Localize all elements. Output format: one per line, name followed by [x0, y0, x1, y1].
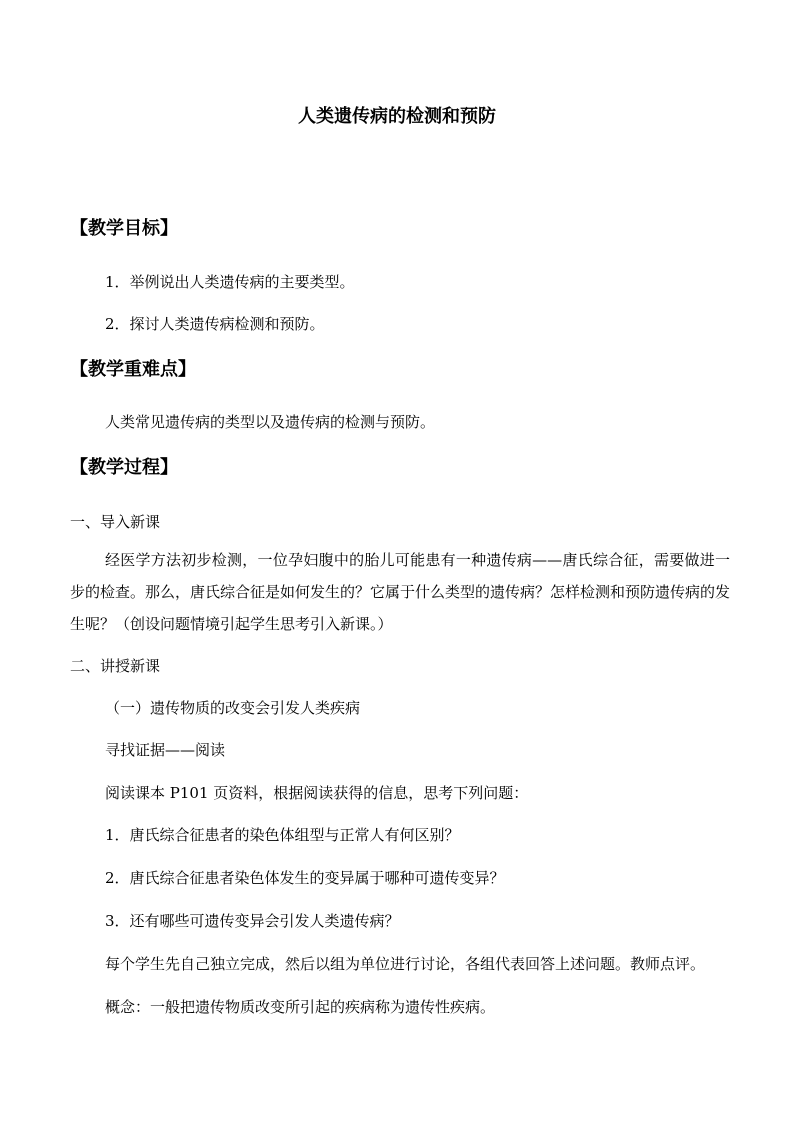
concept-definition: 概念：一般把遗传物质改变所引起的疾病称为遗传性疾病。 [105, 998, 496, 1016]
activity-label: 寻找证据——阅读 [105, 741, 226, 759]
discussion-text: 每个学生先自己独立完成，然后以组为单位进行讨论，各组代表回答上述问题。教师点评。 [105, 955, 706, 973]
intro-paragraph: 经医学方法初步检测，一位孕妇腹中的胎儿可能患有一种遗传病——唐氏综合征，需要做进一步的检查。那么，唐氏综合征是如何发生的？它属于什么类型的遗传病？怎样检测和预防遗传病的发生呢？（创设问题情境引起学生思考引入新课。） [70, 551, 731, 633]
subsection-heading: （一）遗传物质的改变会引发人类疾病 [105, 699, 361, 717]
question-3: 3．还有哪些可遗传变异会引发人类遗传病？ [105, 912, 400, 930]
document-title: 人类遗传病的检测和预防 [298, 106, 496, 127]
process-heading: 【教学过程】 [70, 457, 178, 478]
objectives-heading: 【教学目标】 [70, 218, 178, 239]
objective-item-2: 2．探讨人类遗传病检测和预防。 [105, 315, 325, 333]
question-1: 1．唐氏综合征患者的染色体组型与正常人有何区别？ [105, 826, 460, 844]
objective-item-1: 1．举例说出人类遗传病的主要类型。 [105, 273, 355, 291]
key-points-text: 人类常见遗传病的类型以及遗传病的检测与预防。 [105, 413, 436, 431]
part2-heading: 二、讲授新课 [70, 657, 161, 675]
question-2: 2．唐氏综合征患者染色体发生的变异属于哪种可遗传变异？ [105, 869, 505, 887]
key-points-heading: 【教学重难点】 [70, 359, 196, 380]
reading-instruction: 阅读课本 P101 页资料，根据阅读获得的信息，思考下列问题： [105, 784, 529, 802]
part1-heading: 一、导入新课 [70, 513, 161, 531]
